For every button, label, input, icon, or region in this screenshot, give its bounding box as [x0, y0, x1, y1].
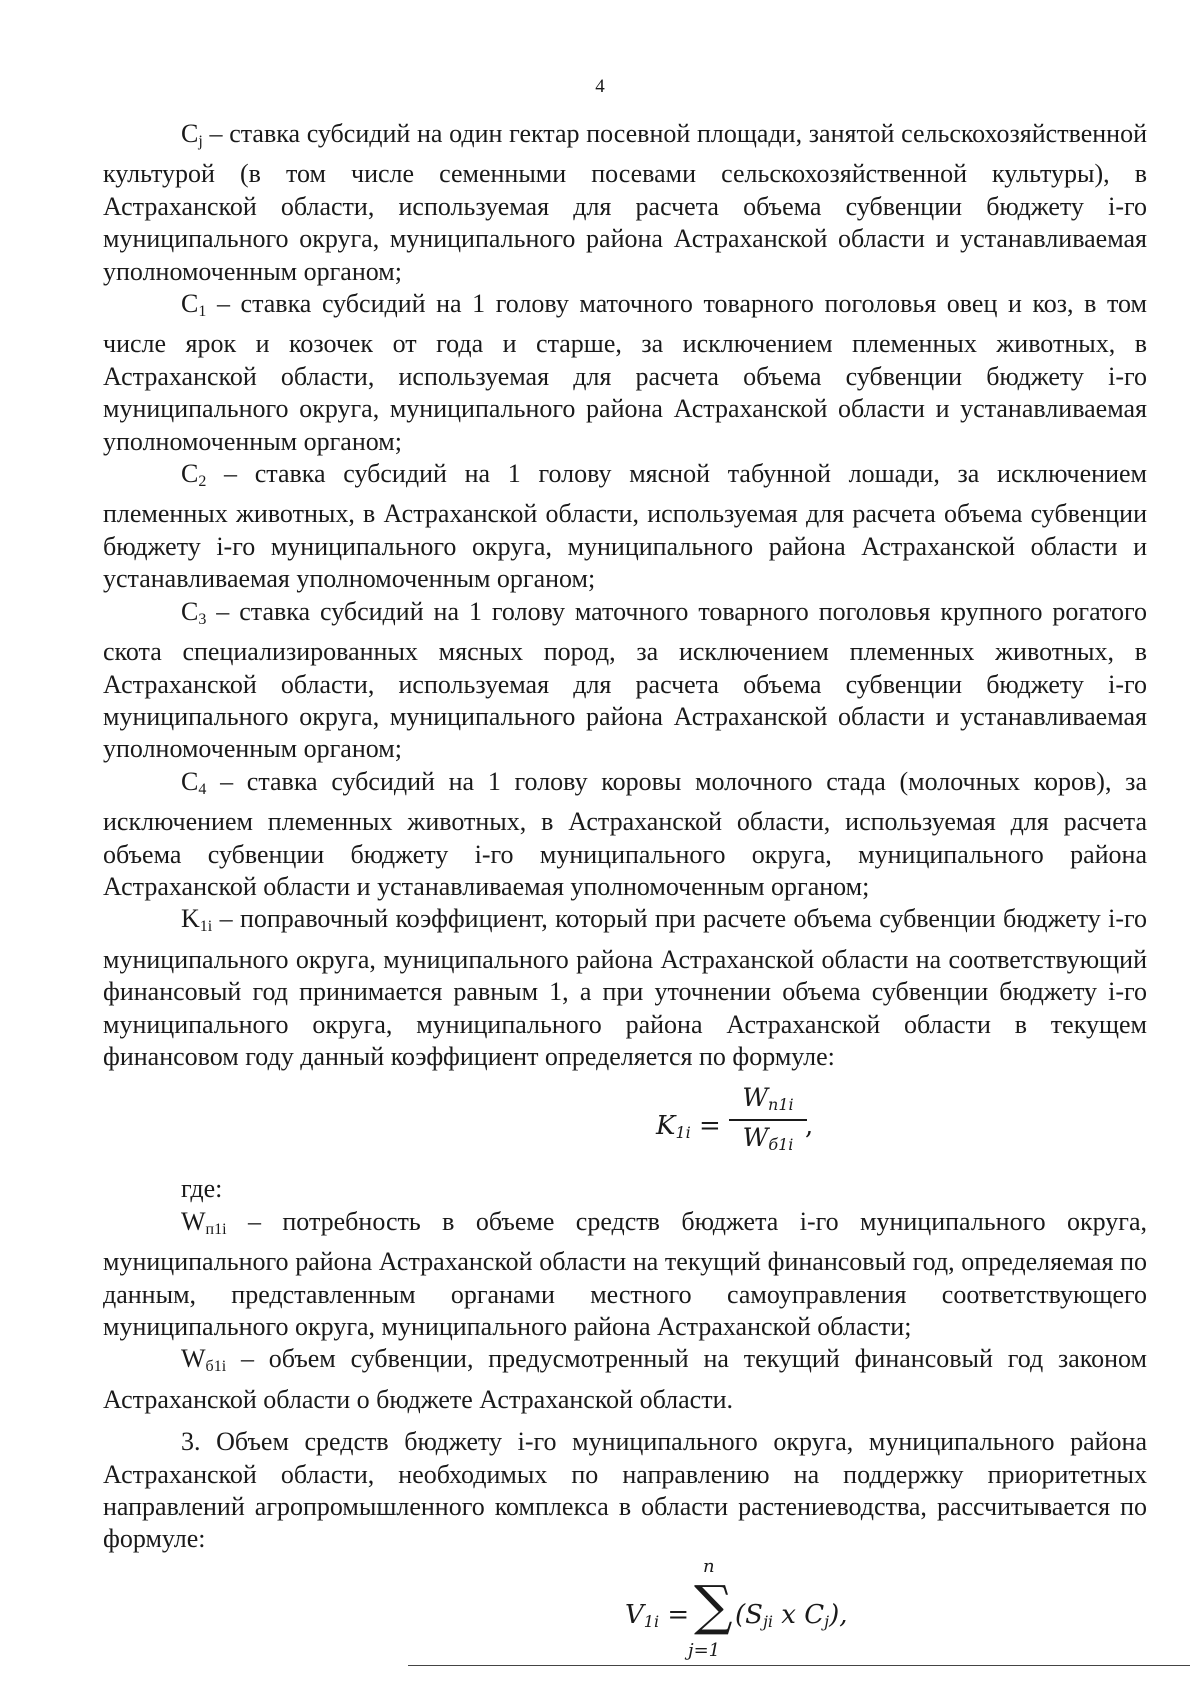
definition-text: – объем субвенции, предусмотренный на текущий финансовый год законом Астраханской области о бюджете Астраханской области. — [103, 1344, 1147, 1414]
paragraph-k1i — [103, 903, 1147, 1073]
fraction-bar — [729, 1119, 807, 1121]
subscript: 2 — [198, 473, 207, 491]
subscript: 3 — [198, 610, 207, 628]
definition-wb1i — [103, 1343, 1147, 1416]
fraction-denominator: $W_{б1i}$ — [742, 1122, 794, 1154]
paragraph-text: – ставка субсидий на 1 голову коровы молочного стада (молочных коров), за исключением племенных животных, в Астраханской области, используемая для расчета объема субвенции бюджету i-го муниципального округа, муниципального района Астраханской области и устанавливаемая уполномоченным органом; — [103, 766, 1147, 901]
subscript: б1i — [205, 1358, 227, 1376]
symbol: W — [181, 1344, 206, 1374]
symbol: K — [181, 904, 200, 934]
symbol: C — [181, 459, 199, 489]
symbol: C — [181, 289, 199, 319]
formula-fraction — [729, 1083, 807, 1157]
paragraph-text: – ставка субсидий на 1 голову маточного товарного поголовья крупного рогатого скота специализированных мясных пород, за исключением племенных животных, в Астраханской области, используемая для расчета объема субвенции бюджету i-го муниципального округа, муниципального района Астраханской области и устанавливаемая уполномоченным органом; — [103, 596, 1147, 764]
fraction-numerator: $W_{п1i}$ — [742, 1083, 794, 1115]
symbol: C — [181, 119, 199, 148]
paragraph-c1 — [103, 288, 1147, 458]
symbol: C — [181, 596, 199, 626]
where-label: где: — [181, 1174, 223, 1204]
formula-v1i — [103, 1556, 1147, 1666]
page-number: 4 — [595, 76, 605, 97]
symbol: W — [181, 1206, 206, 1236]
paragraph-text: – поправочный коэффициент, который при расчете объема субвенции бюджету i-го муниципального округа, муниципального района Астраханской области на соответствующий финансовый год принимается равным 1, а при уточнении объема субвенции бюджету i-го муниципального округа, муниципального района Астраханской области в текущем финансовом году данный коэффициент определяется по формуле: — [103, 904, 1147, 1071]
subscript: 4 — [198, 780, 207, 798]
definition-wp1i — [103, 1206, 1147, 1344]
formula-lhs: $K_{1i}$ = — [656, 1111, 721, 1143]
formula-lhs: $V_{1i}$ = — [625, 1599, 690, 1631]
definition-text: – потребность в объеме средств бюджета i-го муниципального округа, муниципального района Астраханской области на текущий финансовый год, определяемая по данным, представленным органами местного самоуправления соответствующего муниципального округа, муниципального района Астраханской области; — [103, 1206, 1147, 1341]
paragraph-cj — [103, 118, 1147, 288]
subscript: j — [198, 133, 203, 150]
subscript: 1 — [198, 303, 207, 321]
paragraph-text: – ставка субсидий на 1 голову маточного товарного поголовья овец и коз, в том числе ярок и козочек от года и старше, за исключением племенных животных, в Астраханской области, используемая для расчета объема субвенции бюджету i-го муниципального округа, муниципального района Астраханской области и устанавливаемая уполномоченным органом; — [103, 289, 1147, 456]
sum-lower-limit: j=1 — [688, 1639, 721, 1661]
paragraph-c4 — [103, 766, 1147, 904]
sum-upper-limit: n — [703, 1555, 715, 1577]
paragraph-c3 — [103, 596, 1147, 766]
formula-comma: , — [805, 1111, 814, 1142]
paragraph-c2 — [103, 458, 1147, 596]
formula-k1i — [103, 1073, 1147, 1173]
paragraph-text: – ставка субсидий на 1 голову мясной табунной лошади, за исключением племенных животных, в Астраханской области, используемая для расчета объема субвенции бюджету i-го муниципального округа, муниципального района Астраханской области и устанавливаемая уполномоченным органом; — [103, 459, 1147, 594]
sum-sign: ∑ — [694, 1573, 733, 1637]
subscript: п1i — [205, 1220, 227, 1238]
item-3: 3. Объем средств бюджету i-го муниципального округа, муниципального района Астраханской области, необходимых по направлению на поддержку приоритетных направлений агропромышленного комплекса в области растениеводства, рассчитывается по формуле: — [103, 1427, 1147, 1554]
symbol: C — [181, 766, 199, 796]
sum-term: ($S_{ji}$ x $C_j$), — [735, 1599, 848, 1631]
subscript: 1i — [199, 918, 213, 936]
document-body — [103, 118, 1147, 1666]
paragraph-text: – ставка субсидий на один гектар посевной площади, занятой сельскохозяйственной культурой (в том числе семенными посевами сельскохозяйственной культуры), в Астраханской области, используемая для расчета объема субвенции бюджету i-го муниципального округа, муниципального района Астраханской области и устанавливаемая уполномоченным органом; — [103, 119, 1147, 286]
footer-rule — [408, 1665, 1190, 1666]
